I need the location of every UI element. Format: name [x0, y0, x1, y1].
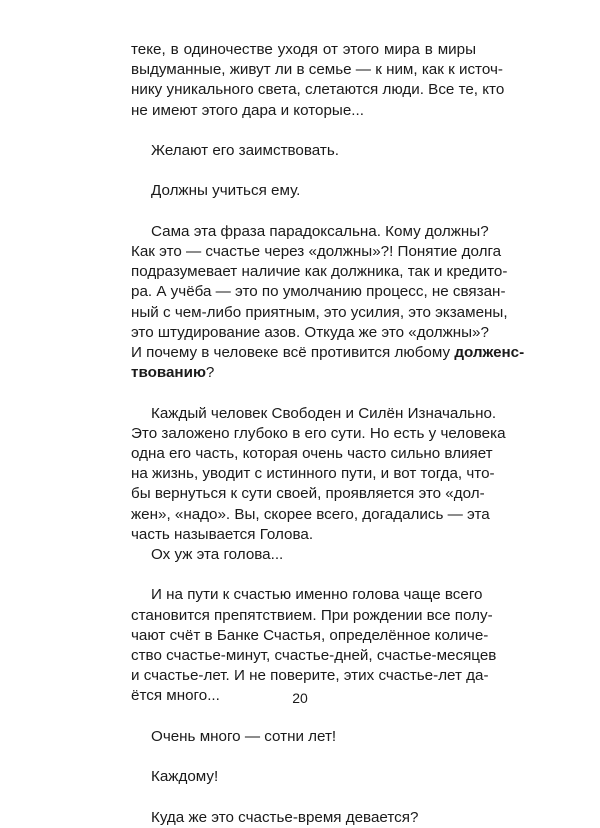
text-line: Должны учиться ему. — [151, 182, 301, 200]
text-line: Очень много — сотни лет! — [151, 727, 337, 745]
text-line: ство счастье-минут, счастье-дней, счастье-месяцев — [131, 647, 497, 665]
text-line: Каждый человек Свободен и Силён Изначально. — [151, 404, 497, 422]
text-line: Куда же это счастье-время девается? — [151, 808, 419, 826]
text-line: ный с чем-либо приятным, это усилия, это экзамены, — [131, 303, 508, 321]
text-line: выдуманные, живут ли в семье — к ним, как к источ- — [131, 61, 503, 79]
text-line: не имеют этого дара и которые... — [131, 101, 364, 119]
question-mark: ? — [205, 364, 215, 382]
bold-word-part: твованию — [131, 364, 206, 382]
text-fragment: И почему в человеке всё противится любому — [131, 344, 451, 361]
text-line: Сама эта фраза парадоксальна. Кому должны? — [151, 222, 489, 240]
text-line: подразумевает наличие как должника, так и кредито- — [131, 263, 508, 281]
text-line: теке, в одиночестве уходя от этого мира в миры — [131, 41, 476, 58]
text-line: Это заложено глубоко в его сути. Но есть у человека — [131, 424, 506, 442]
text-line: И на пути к счастью именно голова чаще всего — [151, 586, 483, 604]
text-line: и счастье-лет. И не поверите, этих счастье-лет да- — [131, 667, 489, 685]
text-line: жен», «надо». Вы, скорее всего, догадались — эта — [131, 505, 490, 523]
text-line: Желают его заимствовать. — [151, 142, 339, 159]
text-line: на жизнь, уводит с истинного пути, и вот тогда, что- — [131, 465, 495, 483]
text-line: Каждому! — [151, 768, 219, 786]
text-line: одна его часть, которая очень часто сильно влияет — [131, 445, 493, 462]
text-line: ётся много... — [131, 687, 220, 705]
text-line: Как это — счастье через «должны»?! Понятие долга — [131, 242, 502, 260]
text-line: чают счёт в Банке Счастья, определённое количе- — [131, 626, 489, 644]
text-line: становится препятствием. При рождении все полу- — [131, 606, 493, 624]
text-line: бы вернуться к сути своей, проявляется это «дол- — [131, 485, 485, 503]
page-number: 20 — [292, 690, 308, 706]
text-line — [131, 363, 476, 383]
text-line: Ох уж эта голова... — [151, 546, 284, 564]
text-line — [131, 343, 525, 363]
text-line: нику уникального света, слетаются люди. Все те, кто — [131, 81, 505, 99]
body-text — [131, 40, 525, 828]
text-line: это штудирование азов. Откуда же это «должны»? — [131, 323, 489, 341]
text-line: часть называется Голова. — [131, 525, 314, 543]
bold-word-part: долженс- — [454, 344, 525, 361]
text-line: ра. А учёба — это по умолчанию процесс, не связан- — [131, 283, 506, 301]
